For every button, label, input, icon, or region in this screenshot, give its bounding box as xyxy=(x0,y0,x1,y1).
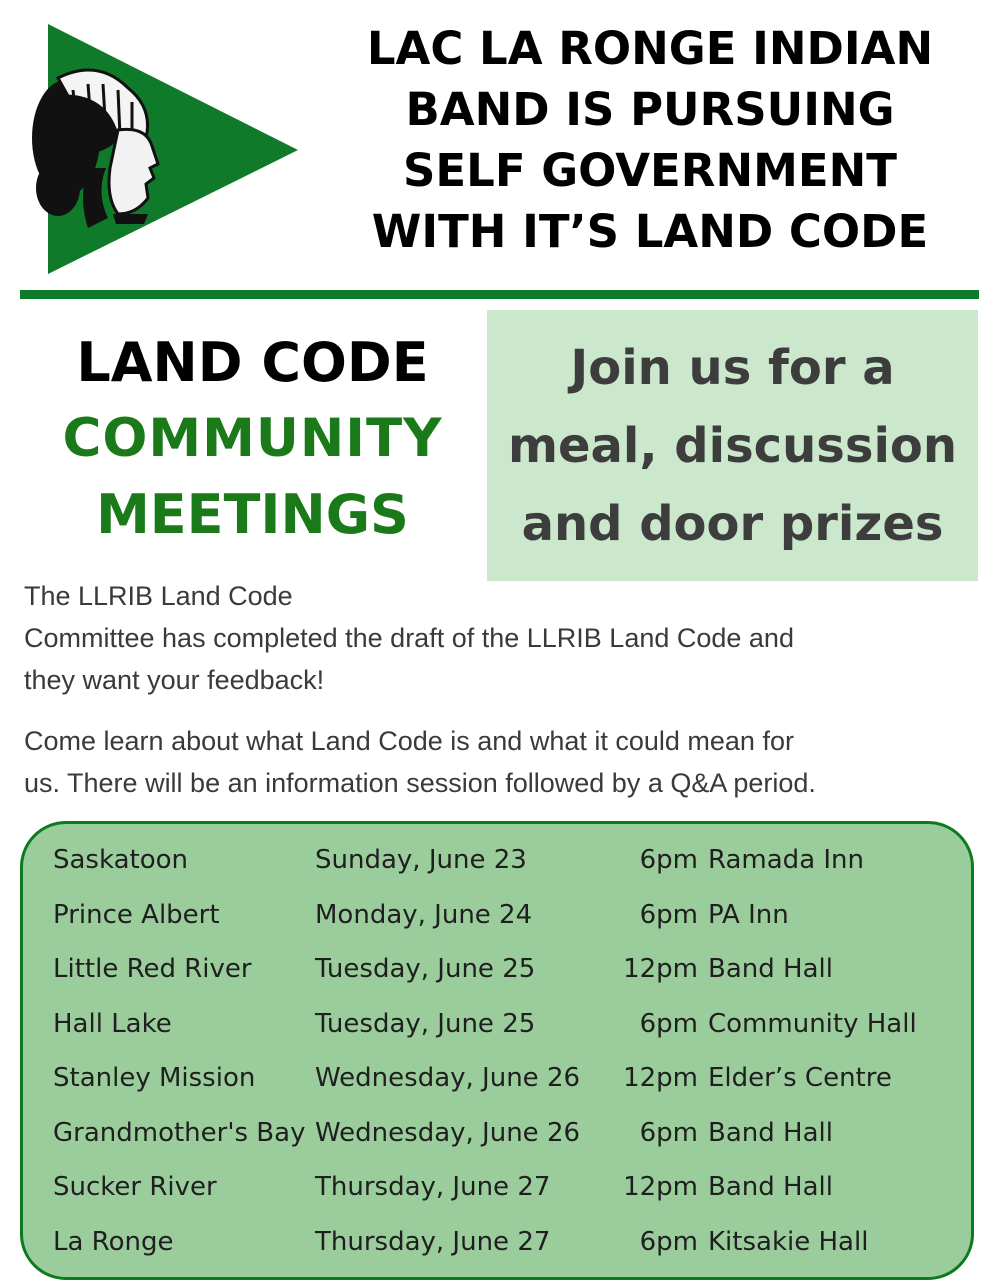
session-line: Come learn about what Land Code is and what it could mean for xyxy=(24,726,794,756)
schedule-date: Tuesday, June 25 xyxy=(315,954,536,984)
schedule-place: Sucker River xyxy=(53,1172,217,1202)
schedule-date: Tuesday, June 25 xyxy=(315,1009,536,1039)
schedule-time: 6pm xyxy=(639,900,698,930)
schedule-place: Little Red River xyxy=(53,954,252,984)
schedule-row xyxy=(23,1167,971,1207)
schedule-row xyxy=(23,1222,971,1262)
headline-line: LAC LA RONGE INDIAN xyxy=(366,22,934,75)
intro-line: The LLRIB Land Code xyxy=(24,581,293,611)
schedule-venue: Kitsakie Hall xyxy=(708,1227,869,1257)
schedule-row xyxy=(23,1004,971,1044)
headline-line: WITH IT’S LAND CODE xyxy=(371,205,929,258)
schedule-time: 12pm xyxy=(623,1063,698,1093)
invite-line: meal, discussion xyxy=(507,417,958,474)
meeting-title-line2: COMMUNITY xyxy=(62,408,443,469)
headline-line: SELF GOVERNMENT xyxy=(403,144,897,197)
schedule-place: Stanley Mission xyxy=(53,1063,256,1093)
schedule-place: Saskatoon xyxy=(53,845,189,875)
headline xyxy=(312,18,988,262)
schedule-venue: Band Hall xyxy=(708,1172,833,1202)
schedule-date: Thursday, June 27 xyxy=(315,1227,551,1257)
schedule-venue: Ramada Inn xyxy=(708,845,865,875)
schedule-place: Grandmother's Bay xyxy=(53,1118,306,1148)
schedule-time: 6pm xyxy=(639,1009,698,1039)
schedule-place: La Ronge xyxy=(53,1227,174,1257)
schedule-time: 6pm xyxy=(639,845,698,875)
meeting-title-line1: LAND CODE xyxy=(76,331,429,394)
schedule-venue: Elder’s Centre xyxy=(708,1063,892,1093)
schedule-date: Monday, June 24 xyxy=(315,900,533,930)
meeting-title-line3: MEETINGS xyxy=(96,483,409,546)
schedule-venue: Band Hall xyxy=(708,1118,833,1148)
schedule-date: Wednesday, June 26 xyxy=(315,1118,581,1148)
schedule-row xyxy=(23,895,971,935)
meeting-schedule xyxy=(20,821,974,1280)
schedule-time: 6pm xyxy=(639,1227,698,1257)
invite-line: and door prizes xyxy=(521,495,944,552)
schedule-time: 12pm xyxy=(623,954,698,984)
schedule-row xyxy=(23,840,971,880)
intro-paragraph xyxy=(24,575,974,701)
schedule-row xyxy=(23,1058,971,1098)
session-line: us. There will be an information session followed by a Q&A period. xyxy=(24,768,816,798)
schedule-date: Thursday, June 27 xyxy=(315,1172,551,1202)
band-logo-icon xyxy=(18,18,303,278)
schedule-place: Hall Lake xyxy=(53,1009,172,1039)
invite-box xyxy=(487,310,978,581)
intro-line: they want your feedback! xyxy=(24,665,325,695)
schedule-venue: Band Hall xyxy=(708,954,833,984)
divider xyxy=(20,290,979,299)
intro-line: Committee has completed the draft of the LLRIB Land Code and xyxy=(24,623,794,653)
schedule-row xyxy=(23,949,971,989)
schedule-time: 12pm xyxy=(623,1172,698,1202)
schedule-venue: Community Hall xyxy=(708,1009,917,1039)
schedule-row xyxy=(23,1113,971,1153)
schedule-venue: PA Inn xyxy=(708,900,789,930)
session-paragraph xyxy=(24,720,974,804)
meeting-title xyxy=(20,325,485,553)
schedule-time: 6pm xyxy=(639,1118,698,1148)
schedule-place: Prince Albert xyxy=(53,900,220,930)
invite-line: Join us for a xyxy=(570,339,895,396)
schedule-date: Wednesday, June 26 xyxy=(315,1063,581,1093)
headline-line: BAND IS PURSUING xyxy=(405,83,895,136)
schedule-date: Sunday, June 23 xyxy=(315,845,527,875)
